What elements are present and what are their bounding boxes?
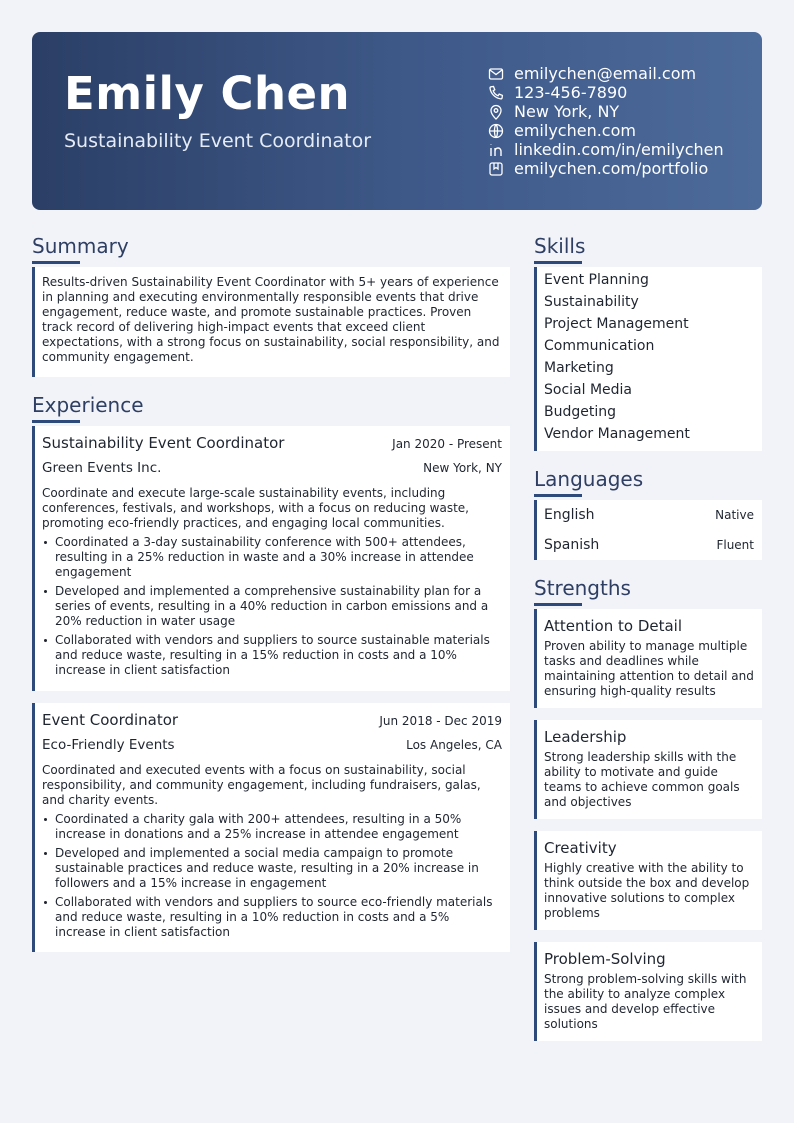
strength-card: [534, 609, 762, 708]
summary-heading: [32, 234, 129, 264]
strength-title: Problem-Solving: [544, 950, 666, 968]
experience-heading-text: Experience: [32, 393, 144, 417]
candidate-name: Emily Chen: [64, 67, 351, 120]
summary-heading-text: Summary: [32, 234, 129, 258]
job-bullet: Coordinated a charity gala with 200+ attendees, resulting in a 50% increase in donations and a 25% increase in attendee engagement: [55, 812, 502, 842]
job-role: Sustainability Event Coordinator: [42, 434, 285, 452]
skills-card: [534, 267, 762, 451]
strength-description: Highly creative with the ability to think outside the box and develop innovative solutions to complex problems: [544, 861, 750, 920]
job-company: Eco-Friendly Events: [42, 737, 175, 753]
job-location: New York, NY: [423, 461, 502, 475]
strength-title: Attention to Detail: [544, 617, 683, 635]
job-bullet: Coordinated a 3-day sustainability conference with 500+ attendees, resulting in a 25% reduction in waste and a 30% increase in attendee engagement: [55, 535, 502, 580]
experience-underline: [32, 420, 80, 423]
summary-underline: [32, 261, 80, 264]
contact-email[interactable]: [488, 64, 758, 83]
contact-linkedin[interactable]: [488, 140, 758, 159]
skill-item: Event Planning: [544, 272, 649, 288]
language-level: Native: [715, 508, 754, 522]
portfolio-icon: [488, 161, 504, 177]
experience-card-1: [32, 426, 510, 691]
summary-text: Results-driven Sustainability Event Coordinator with 5+ years of experience in planning and executing environmentally responsible events that drive engagement, reduce waste, and promote sustainable practices. Proven track record of delivering high-impact events that exceed client expectations, with a strong focus on sustainability, social responsibility, and community engagement.: [42, 275, 500, 364]
skill-item: Budgeting: [544, 404, 617, 420]
job-description: Coordinated and executed events with a focus on sustainability, social responsibility, and community engagement, including fundraisers, galas, and charity events.: [42, 763, 481, 807]
strengths-heading: [534, 576, 631, 606]
skill-item: Social Media: [544, 382, 633, 398]
summary-card: [32, 267, 510, 377]
candidate-title: Sustainability Event Coordinator: [64, 130, 372, 152]
strength-card: [534, 831, 762, 930]
location-pin-icon: [488, 104, 504, 120]
job-bullets: [35, 812, 510, 940]
job-bullet: Developed and implemented a social media campaign to promote sustainable practices and reduce waste, resulting in a 20% increase in followers and a 15% increase in engagement: [55, 846, 502, 891]
skill-item: Vendor Management: [544, 426, 690, 442]
contact-website[interactable]: [488, 121, 758, 140]
job-dates: Jan 2020 - Present: [392, 437, 502, 451]
contact-list: [488, 64, 758, 178]
experience-heading: [32, 393, 144, 423]
skills-heading: [534, 234, 585, 264]
strength-description: Strong leadership skills with the ability to motivate and guide teams to achieve common goals and objectives: [544, 750, 740, 809]
strength-description: Proven ability to manage multiple tasks and deadlines while maintaining attention to detail and ensuring high-quality results: [544, 639, 754, 698]
contact-linkedin-text: linkedin.com/in/emilychen: [514, 140, 724, 159]
skill-item: Sustainability: [544, 294, 639, 310]
contact-phone-text: 123-456-7890: [514, 83, 628, 102]
experience-card-2: [32, 703, 510, 952]
job-role: Event Coordinator: [42, 711, 179, 729]
language-row: [537, 500, 762, 530]
languages-card: [534, 500, 762, 560]
phone-icon: [488, 85, 504, 101]
job-bullet: Collaborated with vendors and suppliers to source sustainable materials and reduce waste, resulting in a 15% reduction in costs and a 10% increase in client satisfaction: [55, 633, 502, 678]
strength-card: [534, 720, 762, 819]
job-bullet: Collaborated with vendors and suppliers to source eco-friendly materials and reduce waste, resulting in a 10% reduction in costs and a 5% increase in client satisfaction: [55, 895, 502, 940]
skills-heading-text: Skills: [534, 234, 586, 258]
email-icon: [488, 66, 504, 82]
strength-title: Leadership: [544, 728, 627, 746]
linkedin-icon: [488, 142, 504, 158]
language-name: English: [544, 507, 595, 523]
languages-underline: [534, 494, 582, 497]
job-description: Coordinate and execute large-scale sustainability events, including conferences, festivals, and workshops, with a focus on reducing waste, promoting eco-friendly practices, and engaging local communities.: [42, 486, 469, 530]
job-bullet: Developed and implemented a comprehensive sustainability plan for a series of events, resulting in a 40% reduction in carbon emissions and a 20% reduction in water usage: [55, 584, 502, 629]
contact-location: [488, 102, 758, 121]
contact-portfolio[interactable]: [488, 159, 758, 178]
skill-item: Project Management: [544, 316, 689, 332]
resume-header: [32, 32, 762, 210]
language-level: Fluent: [716, 538, 754, 552]
strength-card: [534, 942, 762, 1041]
contact-website-text: emilychen.com: [514, 121, 636, 140]
languages-heading-text: Languages: [534, 467, 644, 491]
languages-heading: [534, 467, 643, 497]
strength-title: Creativity: [544, 839, 617, 857]
language-row: [537, 530, 762, 560]
contact-portfolio-text: emilychen.com/portfolio: [514, 159, 709, 178]
job-dates: Jun 2018 - Dec 2019: [379, 714, 502, 728]
language-name: Spanish: [544, 537, 600, 553]
contact-location-text: New York, NY: [514, 102, 620, 121]
skill-item: Marketing: [544, 360, 614, 376]
strengths-underline: [534, 603, 582, 606]
skill-item: Communication: [544, 338, 655, 354]
job-bullets: [35, 535, 510, 678]
strengths-heading-text: Strengths: [534, 576, 631, 600]
contact-phone[interactable]: [488, 83, 758, 102]
globe-icon: [488, 123, 504, 139]
job-location: Los Angeles, CA: [406, 738, 502, 752]
strength-description: Strong problem-solving skills with the ability to analyze complex issues and develop effective solutions: [544, 972, 747, 1031]
skills-underline: [534, 261, 582, 264]
contact-email-text: emilychen@email.com: [514, 64, 697, 83]
job-company: Green Events Inc.: [42, 460, 162, 476]
